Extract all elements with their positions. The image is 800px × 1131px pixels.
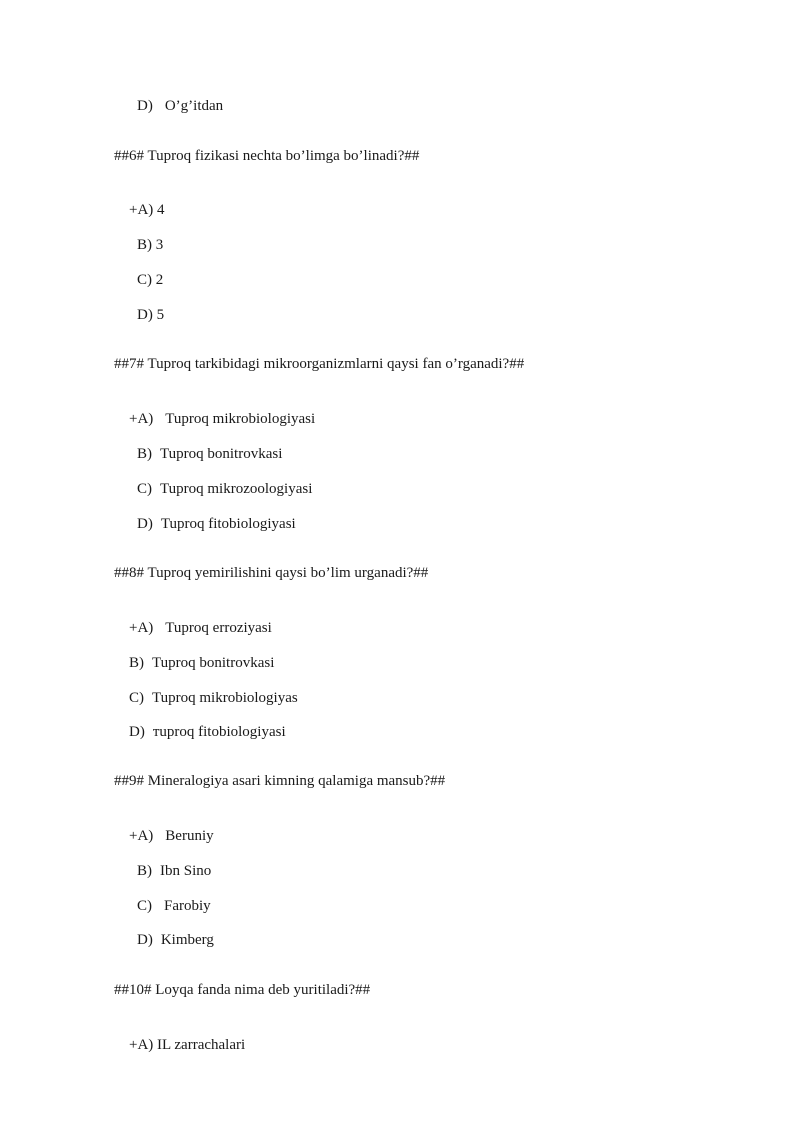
option-a [114,389,316,427]
question-10: ##10# Loyqa fanda nima deb yuritiladi?## [114,982,371,998]
option-text: 3 [155,237,164,253]
option-text: Tuproq fitobiologiyasi [160,516,296,532]
option-marker: C) [129,690,144,706]
option-marker: B) [137,446,152,462]
option-marker: D) [129,724,145,740]
option-marker: C) [137,272,152,288]
option-b [122,424,283,462]
option-c [122,250,164,288]
option-marker: B) [137,237,152,253]
option-marker: C) [137,481,152,497]
option-a [114,180,165,218]
option-d [122,494,296,532]
option-text: Kimberg [160,932,214,948]
option-c [122,876,211,914]
option-text: Beruniy [165,828,214,844]
question-7: ##7# Tuproq tarkibidagi mikroorganizmlarni qaysi fan o’rganadi?## [114,356,525,372]
option-text: 2 [155,272,164,288]
option-b [114,633,275,671]
option-text: тuproq fitobiologiyasi [152,724,286,740]
option-d [114,702,286,740]
option-marker: B) [137,863,152,879]
option-c [122,459,313,497]
question-9: ##9# Mineralogiya asari kimning qalamiga mansub?## [114,773,446,789]
option-a [114,806,214,844]
option-a [114,598,272,636]
option-marker: C) [137,898,152,914]
option-b [122,841,212,879]
option-marker: +A) [129,202,154,218]
option-text: Tuproq mikrobiologiyas [152,690,298,706]
option-text: Ibn Sino [160,863,212,879]
option-text: Tuproq mikrozoologiyasi [160,481,313,497]
option-marker: D) [137,307,153,323]
option-b [122,215,164,253]
option-marker: +A) [129,411,154,427]
option-text: Tuproq erroziyasi [165,620,272,636]
option-text: 5 [156,307,165,323]
option-marker: D) [137,516,153,532]
option-marker: +A) [129,620,154,636]
option-marker: D) [137,98,153,114]
option-marker: B) [129,655,144,671]
option-d [122,285,165,323]
option-text: 4 [157,202,165,218]
option-text: Tuproq bonitrovkasi [152,655,275,671]
option-text: O’g’itdan [164,98,224,114]
question-8: ##8# Tuproq yemirilishini qaysi bo’lim urganadi?## [114,565,429,581]
option-text: Tuproq bonitrovkasi [160,446,283,462]
option-text: IL zarrachalari [157,1037,246,1053]
option-text: Tuproq mikrobiologiyasi [165,411,316,427]
option-text: Farobiy [164,898,211,914]
question-6: ##6# Tuproq fizikasi nechta bo’limga bo’linadi?## [114,148,420,164]
option-c [114,668,298,706]
option-d [122,910,214,948]
option-marker: D) [137,932,153,948]
option-marker: +A) [129,828,154,844]
option-a [114,1015,246,1053]
option-d [122,76,224,114]
option-marker: +A) [129,1037,154,1053]
